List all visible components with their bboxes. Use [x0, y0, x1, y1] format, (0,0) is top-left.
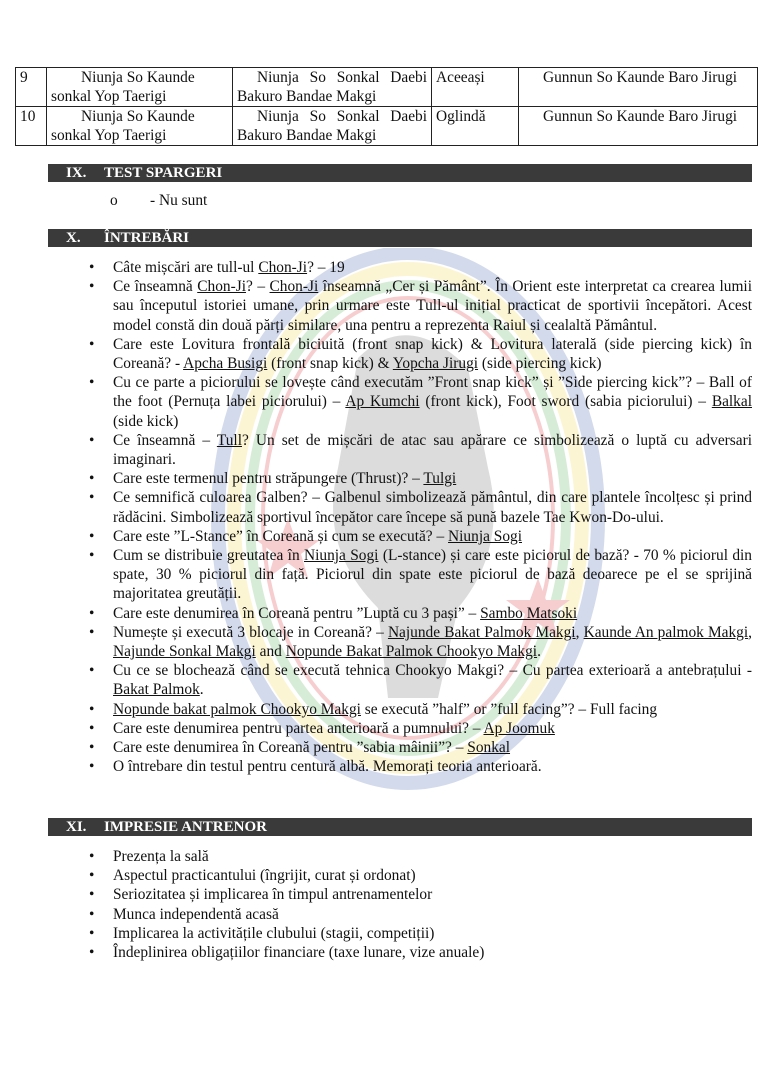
question-text: ? – [245, 278, 270, 296]
impression-item [89, 905, 752, 924]
cell-technique: Niunja So Sonkal Daebi Bakuro Bandae Makgi [233, 107, 432, 146]
impression-item [89, 866, 752, 885]
korean-term: Ap Kumchi [345, 393, 420, 411]
korean-term: Nopunde Bakat Palmok Chookyo Makgi [285, 643, 538, 661]
bullet-icon: • [89, 924, 95, 942]
impression-item [89, 924, 752, 943]
bullet-icon: • [89, 700, 95, 718]
bullet-icon: • [89, 259, 95, 276]
section-header-impresie-antrenor [48, 818, 752, 836]
cell-technique: Gunnun So Kaunde Baro Jirugi [519, 68, 758, 107]
korean-term: Ap Joomuk [483, 719, 555, 737]
cell-technique: Niunja So Kaunde sonkal Yop Taerigi [47, 68, 233, 107]
impression-text: Îndeplinirea obligațiilor financiare (taxe lunare, vize anuale) [113, 944, 485, 962]
korean-term: Niunja Sogi [448, 527, 522, 545]
korean-term: Sonkal [467, 739, 511, 757]
bullet-icon: • [89, 335, 95, 353]
korean-term: Chon-Ji [197, 278, 246, 296]
impression-item [89, 885, 752, 904]
question-item [89, 623, 753, 661]
question-text: înseamnă „Cer și Pământ”. În Orient este interpretat ca crearea lumii sau începutul istoriei umane, prin urmare este Tull-ul inițial practicat de sportivii începători. Acest model constă din două părți similare, una pentru a reprezenta Raiul și cealaltă Pământul. [113, 278, 752, 334]
impression-text: Aspectul practicantului (îngrijit, curat și ordonat) [113, 867, 416, 885]
bullet-icon: • [89, 719, 95, 737]
question-item [89, 469, 752, 488]
bullet-icon: • [89, 758, 95, 776]
bullet-icon: • [89, 623, 95, 641]
bullet-icon: • [89, 905, 95, 923]
korean-term: Kaunde An palmok Makgi [583, 623, 749, 641]
question-text: (side kick) [113, 412, 179, 430]
techniques-table [15, 67, 758, 146]
question-text: , [575, 623, 584, 641]
question-text: Ce înseamnă [113, 278, 198, 296]
korean-term: Apcha Busigi [183, 355, 268, 373]
question-text: (front snap kick) & [267, 355, 393, 373]
question-item [89, 373, 752, 431]
bullet-icon: • [89, 739, 95, 757]
question-item [89, 719, 752, 738]
bullet-icon: • [89, 662, 95, 680]
questions-list [89, 258, 753, 776]
section-title: TEST SPARGERI [104, 165, 223, 181]
korean-term: Yopcha Jirugi [392, 355, 479, 373]
bullet-icon: • [89, 867, 95, 885]
question-text: Ce semnifică culoarea Galben? – Galbenul simbolizează pământul, din care plantele încolțesc și prind rădăcini. Simbolizează sportivul începător care începe să pună bazele Tae Kwon-Do-ului. [113, 489, 752, 526]
bullet-icon: • [89, 547, 95, 565]
impression-text: Seriozitatea și implicarea în timpul antrenamentelor [113, 886, 433, 904]
bullet-icon: • [89, 527, 95, 545]
bullet-icon: • [89, 604, 95, 622]
question-text: ? Un set de mișcări de atac sau apărare ce simbolizează o luptă cu adversari imaginari. [113, 431, 753, 469]
bullet-icon: • [89, 886, 95, 904]
question-text: Care este denumirea în Coreană pentru ”Luptă cu 3 pași” – [113, 604, 481, 622]
question-item [89, 431, 753, 469]
korean-term: Nopunde bakat palmok Chookyo Makgi [113, 700, 361, 718]
question-text: Cu ce se blochează când se execută tehnica Chookyo Makgi? – Cu partea exterioară a antebrațului - [113, 662, 752, 680]
impression-item [89, 943, 752, 962]
cell-technique: Gunnun So Kaunde Baro Jirugi [519, 107, 758, 146]
bullet-icon: • [89, 848, 95, 865]
korean-term: Sambo Matsoki [480, 604, 578, 622]
question-text: Câte mișcări are tull-ul [113, 259, 259, 276]
section-number: XI. [66, 819, 87, 835]
question-item [89, 335, 752, 373]
section-number: X. [66, 230, 81, 246]
table-row [16, 68, 758, 107]
question-text: (side piercing kick) [478, 355, 602, 373]
korean-term: Balkal [711, 393, 752, 411]
section-header-intrebari [48, 229, 752, 247]
question-text: O întrebare din testul pentru centură albă. Memorați teoria anterioară. [113, 758, 542, 776]
korean-term: Chon-Ji [258, 259, 308, 276]
impression-text: Munca independentă acasă [113, 905, 279, 923]
cell-technique: Niunja So Kaunde sonkal Yop Taerigi [47, 107, 233, 146]
korean-term: Tull [216, 431, 242, 449]
question-text: and [255, 643, 286, 661]
korean-term: Bakat Palmok [113, 681, 200, 699]
question-item [89, 604, 752, 623]
impression-item [89, 847, 752, 866]
section-title: ÎNTREBĂRI [104, 230, 190, 246]
question-item [89, 488, 752, 526]
question-text: ? – 19 [307, 259, 345, 276]
korean-term: Najunde Bakat Palmok Makgi [387, 623, 576, 641]
section-title: IMPRESIE ANTRENOR [104, 819, 267, 835]
bullet-icon: • [89, 374, 95, 392]
bullet-icon: • [89, 278, 95, 296]
korean-term: Chon-Ji [269, 278, 319, 296]
question-text: se execută ”half” or ”full facing”? – Full facing [360, 700, 658, 718]
question-item [89, 277, 752, 335]
question-text: . [537, 643, 541, 661]
impressions-list [89, 847, 752, 962]
question-text: Care este Lovitura frontală biciuită (front snap kick) & Lovitura laterală (side piercing kick) în Coreană? - [113, 335, 752, 373]
cell-technique: Niunja So Sonkal Daebi Bakuro Bandae Makgi [233, 68, 432, 107]
row-number: 10 [16, 107, 47, 146]
question-item [89, 700, 752, 719]
bullet-icon: • [89, 470, 95, 488]
question-text: (front kick), Foot sword (sabia piciorului) – [419, 393, 712, 411]
impression-text: Implicarea la activitățile clubului (stagii, competiții) [113, 924, 435, 942]
cell-side: Oglindă [432, 107, 519, 146]
question-text: , [748, 623, 753, 641]
question-item [89, 661, 752, 699]
row-number: 9 [16, 68, 47, 107]
question-text: Care este denumirea în Coreană pentru ”sabia mâinii”? – [113, 739, 468, 757]
question-item [89, 258, 752, 277]
question-text: (L-stance) și care este piciorul de bază? - 70 % piciorul din spate, 30 % piciorul din față. Piciorul din spate este piciorul de bază deoarece pe el se sprijină majoritatea greutății. [113, 547, 752, 603]
table-row [16, 107, 758, 146]
list-item-text: - Nu sunt [150, 192, 208, 209]
question-item [89, 738, 752, 757]
korean-term: Niunja Sogi [304, 547, 379, 565]
question-item [89, 527, 752, 546]
list-item [110, 191, 207, 210]
question-item [89, 757, 752, 776]
question-text: Care este denumirea pentru partea anterioară a pumnului? – [113, 719, 484, 737]
section-number: IX. [66, 165, 87, 181]
bullet-icon: • [89, 489, 95, 507]
question-text: . [199, 681, 204, 699]
question-text: Ce înseamnă – [113, 431, 217, 449]
cell-side: Aceeași [432, 68, 519, 107]
section-header-test-spargeri [48, 164, 752, 182]
bullet-icon: • [89, 431, 95, 449]
question-text: Cu ce parte a piciorului se lovește când executăm ”Front snap kick” și ”Side piercing kick”? – Ball of the foot (Pernuța labei piciorului) – [113, 374, 752, 411]
question-text: Care este ”L-Stance” în Coreană și cum se execută? – [113, 527, 449, 545]
question-text: Care este termenul pentru străpungere (Thrust)? – [113, 470, 424, 488]
question-item [89, 546, 752, 604]
korean-term: Najunde Sonkal Makgi [113, 643, 256, 661]
impression-text: Prezența la sală [113, 848, 209, 865]
question-text: Cum se distribuie greutatea în [113, 547, 304, 565]
question-text: Numește și execută 3 blocaje in Coreană? – [113, 623, 388, 641]
circle-bullet-icon: o [110, 192, 118, 209]
korean-term: Tulgi [423, 470, 457, 488]
bullet-icon: • [89, 944, 95, 962]
